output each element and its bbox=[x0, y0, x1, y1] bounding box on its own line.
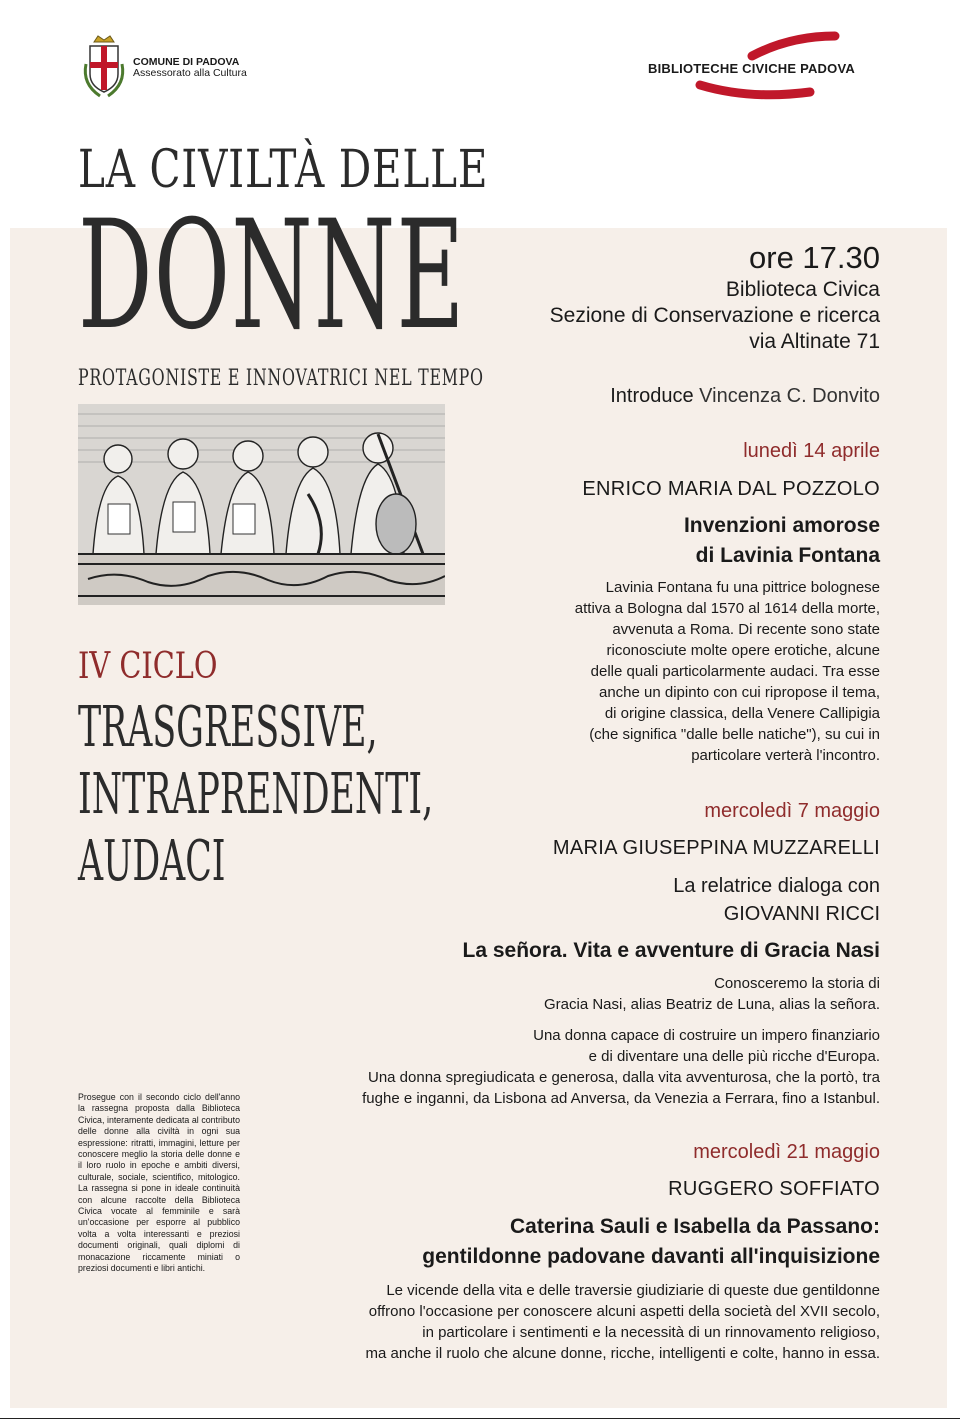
desc-line: delle quali particolarmente audaci. Tra esse bbox=[590, 663, 880, 680]
event-description bbox=[362, 1025, 880, 1109]
event-title-line: di Lavinia Fontana bbox=[695, 544, 880, 567]
intro-paragraph: Prosegue con il secondo ciclo dell'anno la rassegna proposta dalla Biblioteca Civica, interamente dedicata al contributo delle donne alla civiltà in ogni sua espressione: ritratti, immagini, letture per conoscere meglio la storia delle donne e il loro ruolo in epoche e ambiti diversi, culturale, sociale, scientifico, mitologico. La rassegna si pone in ideale continuità con alcune raccolte della Biblioteca Civica vocate al femminile e sarà un'occasione per esporre al pubblico volta a volta interessanti e preziosi documenti originali, quali diplomi di monacazione riccamente miniati o preziosi documenti e libri antichi. bbox=[78, 1092, 240, 1274]
event-speaker: ENRICO MARIA DAL POZZOLO bbox=[582, 478, 880, 500]
desc-line: anche un dipinto con cui ripropose il tema, bbox=[598, 684, 880, 701]
assessorato-name: Assessorato alla Cultura bbox=[133, 67, 247, 79]
venue-block bbox=[550, 277, 880, 355]
desc-line: e di diventare una delle più ricche d'Europa. bbox=[588, 1048, 880, 1065]
cycle-title bbox=[78, 694, 433, 895]
event-speaker: MARIA GIUSEPPINA MUZZARELLI bbox=[552, 837, 880, 859]
venue-line: Biblioteca Civica bbox=[725, 278, 880, 301]
padova-crest-icon bbox=[80, 34, 128, 100]
event-title-line: gentildonne padovane davanti all'inquisizione bbox=[422, 1245, 880, 1268]
event-title: La señora. Vita e avventure di Gracia Nasi bbox=[462, 939, 880, 962]
comune-name: COMUNE DI PADOVA bbox=[133, 56, 240, 68]
event-date: mercoledì 7 maggio bbox=[704, 800, 880, 822]
cycle-title-line: INTRAPRENDENTI, bbox=[78, 762, 434, 827]
desc-line: Una donna spregiudicata e generosa, dalla vita avventurosa, che la portò, tra bbox=[368, 1069, 880, 1086]
event-title bbox=[684, 511, 880, 571]
desc-line: Una donna capace di costruire un impero finanziario bbox=[533, 1027, 880, 1044]
desc-line: Lavinia Fontana fu una pittrice bolognese bbox=[605, 579, 880, 596]
event-description bbox=[575, 577, 880, 766]
desc-line: ma anche il ruolo che alcune donne, ricche, intelligenti e colte, hanno in essa. bbox=[365, 1345, 880, 1362]
desc-line: riconosciute molte opere erotiche, alcune bbox=[606, 642, 880, 659]
dialog-line: La relatrice dialoga con bbox=[673, 875, 880, 897]
cycle-label: IV CICLO bbox=[78, 646, 218, 687]
desc-line: Conosceremo la storia di bbox=[714, 975, 880, 992]
desc-line: attiva a Bologna dal 1570 al 1614 della morte, bbox=[574, 600, 880, 617]
event-dialog bbox=[673, 872, 880, 928]
desc-line: fughe e inganni, da Lisbona ad Anversa, da Venezia a Ferrara, fino a Istanbul. bbox=[362, 1090, 880, 1107]
desc-line: Gracia Nasi, alias Beatriz de Luna, alias la señora. bbox=[543, 996, 880, 1013]
introduce-name: Vincenza C. Donvito bbox=[699, 385, 880, 407]
introduce-line bbox=[610, 385, 880, 408]
event-time: ore 17.30 bbox=[749, 240, 880, 275]
dialog-line: GIOVANNI RICCI bbox=[723, 903, 880, 925]
cycle-title-line: AUDACI bbox=[78, 829, 226, 894]
desc-line: in particolare i sentimenti e la necessità di un rinnovamento religioso, bbox=[422, 1324, 880, 1341]
event-date: mercoledì 21 maggio bbox=[693, 1141, 880, 1163]
desc-line: offrono l'occasione per conoscere alcuni aspetti della società del XVII secolo, bbox=[368, 1303, 880, 1320]
event-date: lunedì 14 aprile bbox=[743, 440, 880, 462]
musicians-engraving-image bbox=[78, 404, 445, 605]
cycle-title-line: TRASGRESSIVE, bbox=[78, 695, 378, 760]
introduce-label: Introduce bbox=[610, 385, 694, 407]
event-description bbox=[366, 1280, 881, 1364]
title-line-1: LA CIVILTÀ DELLE bbox=[78, 140, 489, 200]
desc-line: avvenuta a Roma. Di recente sono state bbox=[612, 621, 880, 638]
comune-label bbox=[133, 57, 247, 79]
desc-line: particolare verterà l'incontro. bbox=[691, 747, 880, 764]
event-title-line: Invenzioni amorose bbox=[683, 514, 880, 537]
event-title-line: Caterina Sauli e Isabella da Passano: bbox=[510, 1215, 880, 1238]
event-speaker: RUGGERO SOFFIATO bbox=[668, 1178, 880, 1200]
event-title bbox=[422, 1212, 880, 1272]
biblioteche-label: BIBLIOTECHE CIVICHE PADOVA bbox=[648, 61, 855, 76]
event-description bbox=[544, 973, 880, 1015]
title-donne: DONNE bbox=[78, 189, 466, 363]
title-subtitle: PROTAGONISTE E INNOVATRICI NEL TEMPO bbox=[78, 366, 484, 391]
venue-line: Sezione di Conservazione e ricerca bbox=[549, 304, 880, 327]
desc-line: Le vicende della vita e delle traversie giudiziarie di queste due gentildonne bbox=[386, 1282, 880, 1299]
venue-line: via Altinate 71 bbox=[749, 330, 880, 353]
desc-line: di origine classica, della Venere Callipigia bbox=[604, 705, 880, 722]
desc-line: (che significa "dalle belle natiche"), su cui in bbox=[589, 726, 880, 743]
bottom-rule bbox=[0, 1418, 960, 1419]
